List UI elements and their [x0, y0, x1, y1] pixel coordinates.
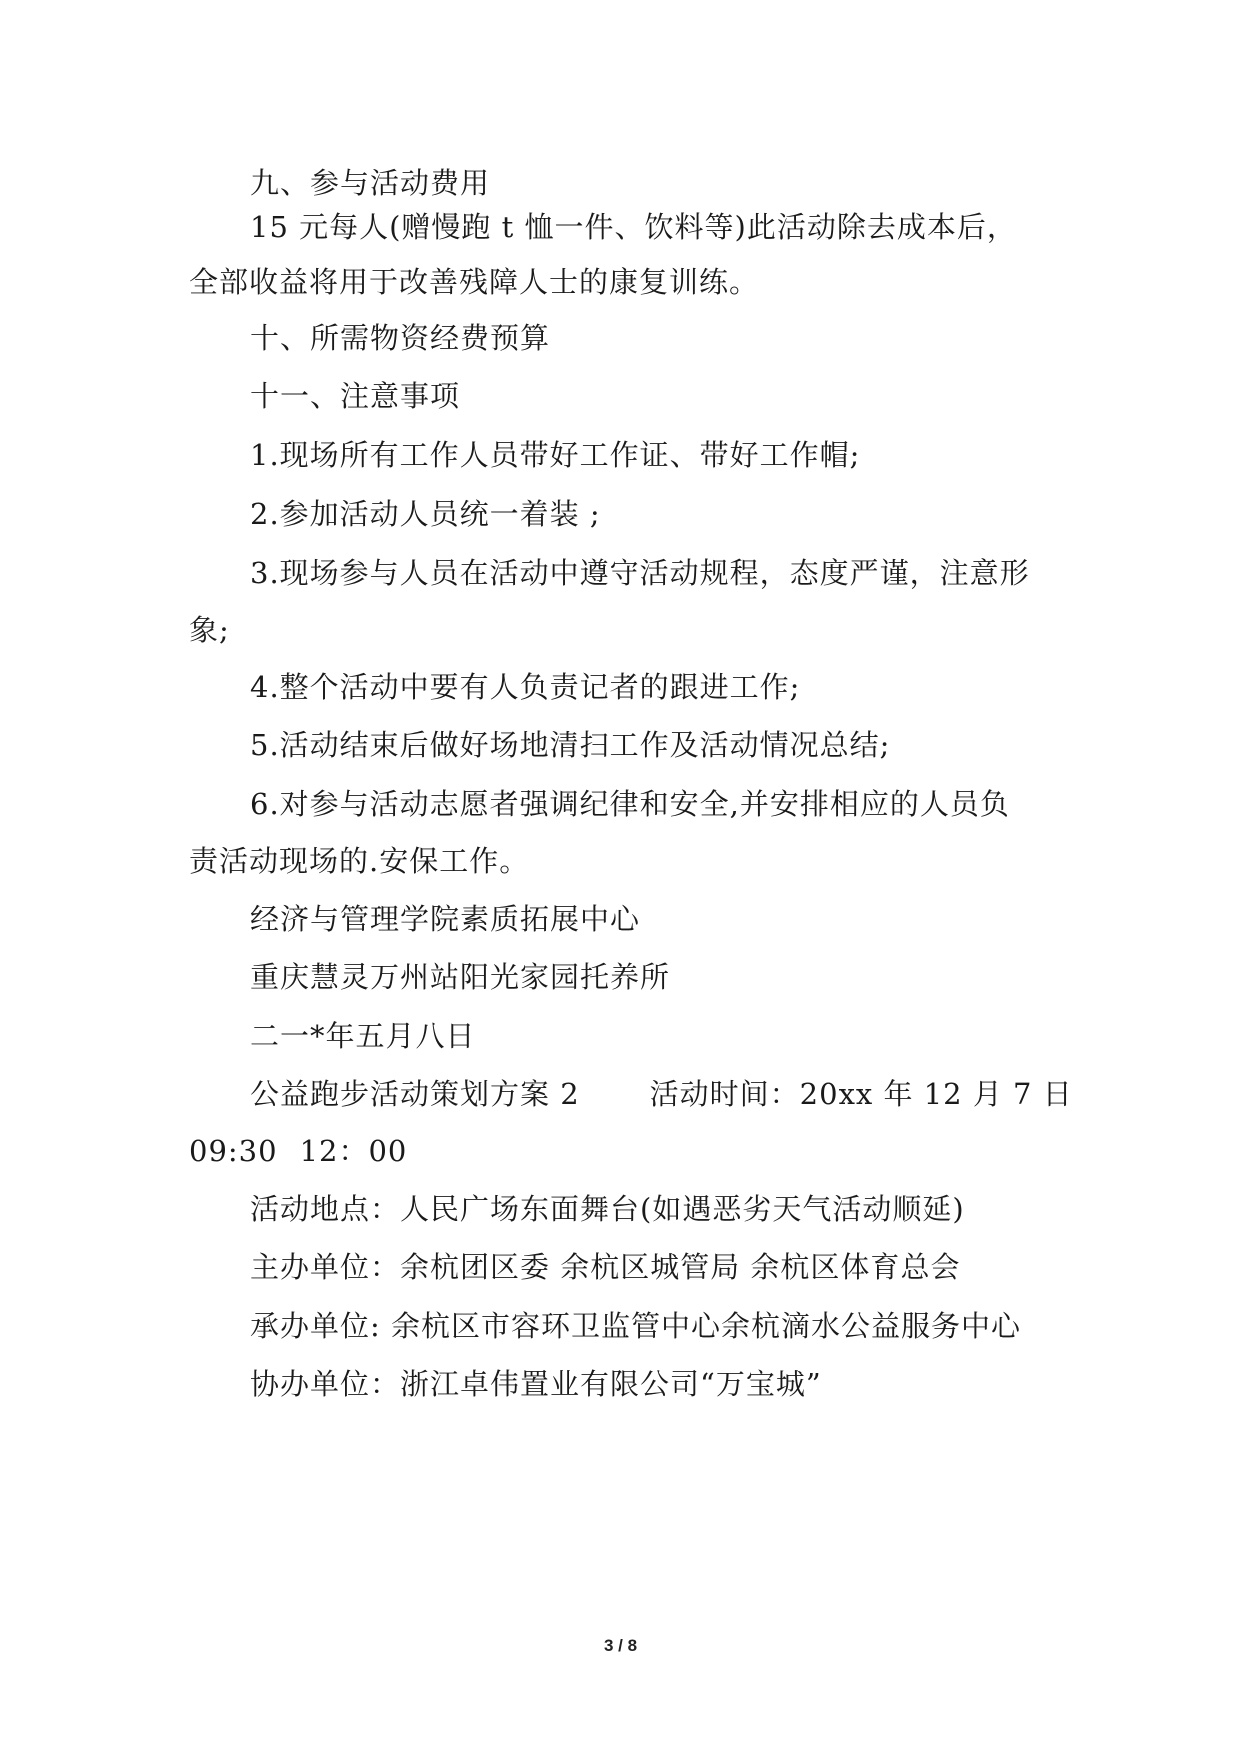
paragraph-fees-line1: 15 元每人(赠慢跑 t 恤一件、饮料等)此活动除去成本后， [250, 210, 1017, 244]
note-item-5: 5.活动结束后做好场地清扫工作及活动情况总结; [250, 728, 891, 762]
note-item-1: 1.现场所有工作人员带好工作证、带好工作帽; [250, 438, 861, 472]
plan2-time-end: 12：00 [299, 1134, 408, 1168]
section-heading-fees: 九、参与活动费用 [250, 166, 491, 200]
detail-undertaker: 承办单位: 余杭区市容环卫监管中心余杭滴水公益服务中心 [250, 1309, 1021, 1343]
note-item-4: 4.整个活动中要有人负责记者的跟进工作; [250, 670, 801, 704]
note-item-6-line2: 责活动现场的.安保工作。 [189, 844, 530, 878]
section-heading-budget: 十、所需物资经费预算 [250, 321, 551, 355]
signature-organization-2: 重庆慧灵万州站阳光家园托养所 [250, 960, 671, 994]
page-number: 3 / 8 [603, 1636, 638, 1655]
note-item-3-line1: 3.现场参与人员在活动中遵守活动规程，态度严谨，注意形 [250, 556, 1030, 590]
plan2-time-label: 活动时间：20xx 年 12 月 7 日 [649, 1077, 1073, 1111]
plan2-title-row [250, 1074, 1073, 1114]
plan2-time-row [189, 1131, 407, 1171]
note-item-2: 2.参加活动人员统一着装 ; [250, 497, 601, 531]
plan2-time-start: 09:30 [189, 1134, 278, 1168]
plan2-title: 公益跑步活动策划方案 2 [250, 1077, 580, 1111]
detail-co-organizer: 协办单位：浙江卓伟置业有限公司“万宝城” [250, 1367, 822, 1401]
detail-organizer: 主办单位：余杭团区委 余杭区城管局 余杭区体育总会 [250, 1250, 961, 1284]
detail-location: 活动地点：人民广场东面舞台(如遇恶劣天气活动顺延) [250, 1192, 965, 1226]
note-item-3-line2: 象; [189, 613, 230, 647]
signature-organization-1: 经济与管理学院素质拓展中心 [250, 902, 641, 936]
note-item-6-line1: 6.对参与活动志愿者强调纪律和安全,并安排相应的人员负 [250, 787, 1010, 821]
section-heading-notes: 十一、注意事项 [250, 379, 461, 413]
signature-date: 二一*年五月八日 [250, 1019, 476, 1053]
paragraph-fees-line2: 全部收益将用于改善残障人士的康复训练。 [189, 265, 760, 299]
